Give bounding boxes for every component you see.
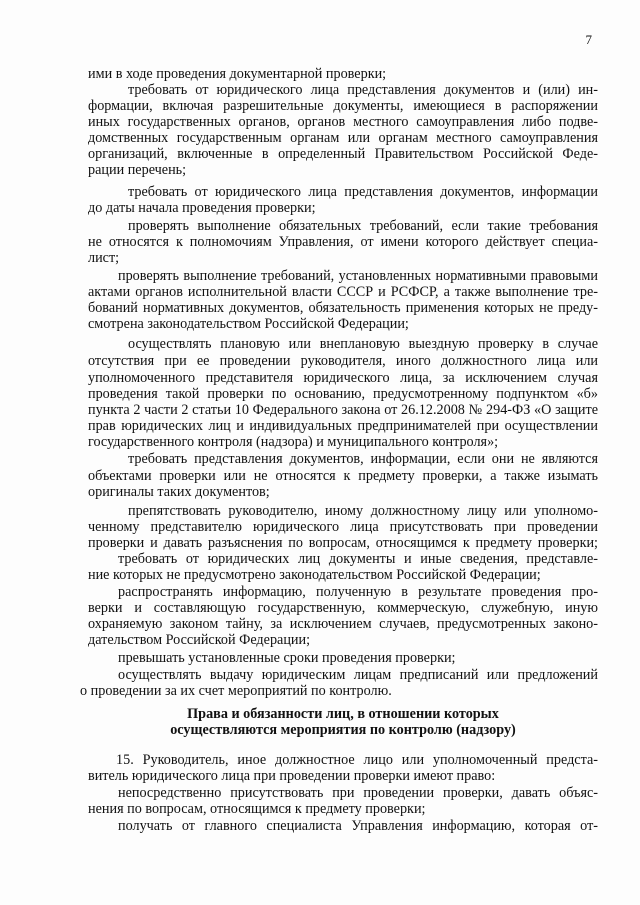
- text-line: рации перечень;: [88, 162, 187, 178]
- text-line: витель юридического лица при проведении проверки имеют право:: [88, 768, 496, 784]
- text-line: о проведении за их счет мероприятий по контролю.: [80, 683, 392, 699]
- text-line: 15. Руководитель, иное должностное лицо или уполномоченный предста-: [116, 752, 598, 768]
- text-line: получать от главного специалиста Управления информацию, которая от-: [118, 818, 598, 834]
- text-line: нения по вопросам, относящимся к предмету проверки;: [88, 801, 426, 817]
- text-line: отсутствия при ее проведении руководителя, иного должностного лица или: [88, 353, 598, 369]
- text-line: проведения такой проверки по основанию, предусмотренному подпунктом «б»: [88, 386, 598, 402]
- text-line: требовать представления документов, информации, если они не являются: [128, 451, 598, 467]
- text-line: формации, включая разрешительные документы, имеющиеся в распоряжении: [88, 98, 598, 114]
- text-line: прав юридических лиц и индивидуальных предпринимателей при осуществлении: [88, 418, 598, 434]
- section-heading-line: осуществляются мероприятия по контролю (надзору): [170, 722, 516, 738]
- text-line: верки и составляющую государственную, коммерческую, служебную, иную: [88, 600, 598, 616]
- text-line: препятствовать руководителю, иному должностному лицу или уполномо-: [128, 503, 598, 519]
- page-number: 7: [585, 32, 592, 47]
- text-line: ченному представителю юридического лица присутствовать при проведении: [88, 519, 598, 535]
- text-line: оригиналы таких документов;: [88, 484, 270, 500]
- text-line: пункта 2 части 2 статьи 10 Федерального закона от 26.12.2008 № 294-ФЗ «О защите: [88, 402, 598, 418]
- text-line: смотрена законодательством Российской Федерации;: [88, 316, 409, 332]
- text-line: проверять выполнение обязательных требований, если такие требования: [128, 218, 598, 234]
- text-line: распространять информацию, полученную в результате проведения про-: [118, 584, 598, 600]
- text-line: не относятся к полномочиям Управления, от имени которого действует специа-: [88, 234, 598, 250]
- text-line: проверки и давать разъяснения по вопросам, относящимся к предмету проверки;: [88, 535, 598, 551]
- text-line: объектами проверки или не относятся к предмету проверки, а также изымать: [88, 468, 598, 484]
- text-line: охраняемую законом тайну, за исключением случаев, предусмотренных законо-: [88, 616, 598, 632]
- text-line: требовать от юридических лиц документы и иные сведения, представле-: [118, 551, 598, 567]
- section-heading-line: Права и обязанности лиц, в отношении которых: [187, 706, 499, 722]
- text-line: ние которых не предусмотрено законодательством Российской Федерации;: [88, 567, 541, 583]
- text-line: превышать установленные сроки проведения проверки;: [118, 650, 456, 666]
- text-line: бований нормативных документов, обязательность применения которых не преду-: [88, 300, 598, 316]
- text-line: до даты начала проведения проверки;: [88, 200, 316, 216]
- text-line: домственных государственным органам или органам местного самоуправления: [88, 130, 598, 146]
- text-line: государственного контроля (надзора) и муниципального контроля»;: [88, 434, 499, 450]
- text-line: организаций, включенные в определенный Правительством Российской Феде-: [88, 146, 598, 162]
- text-line: требовать от юридического лица представления документов и (или) ин-: [128, 82, 598, 98]
- text-line: осуществлять выдачу юридическим лицам предписаний или предложений: [118, 667, 598, 683]
- text-line: актами органов исполнительной власти СССР и РСФСР, а также выполнение тре-: [88, 284, 598, 300]
- text-line: дательством Российской Федерации;: [88, 632, 311, 648]
- text-line: ими в ходе проведения документарной проверки;: [88, 66, 387, 82]
- text-line: проверять выполнение требований, установленных нормативными правовыми: [118, 268, 598, 284]
- text-line: осуществлять плановую или внеплановую выездную проверку в случае: [128, 336, 598, 352]
- text-line: требовать от юридического лица представления документов, информации: [128, 184, 598, 200]
- text-line: иных государственных органов, органов местного самоуправления либо подве-: [88, 114, 598, 130]
- text-line: уполномоченного представителя юридического лица, за исключением случая: [88, 370, 598, 386]
- text-line: непосредственно присутствовать при проведении проверки, давать объяс-: [118, 785, 598, 801]
- text-line: лист;: [88, 250, 120, 266]
